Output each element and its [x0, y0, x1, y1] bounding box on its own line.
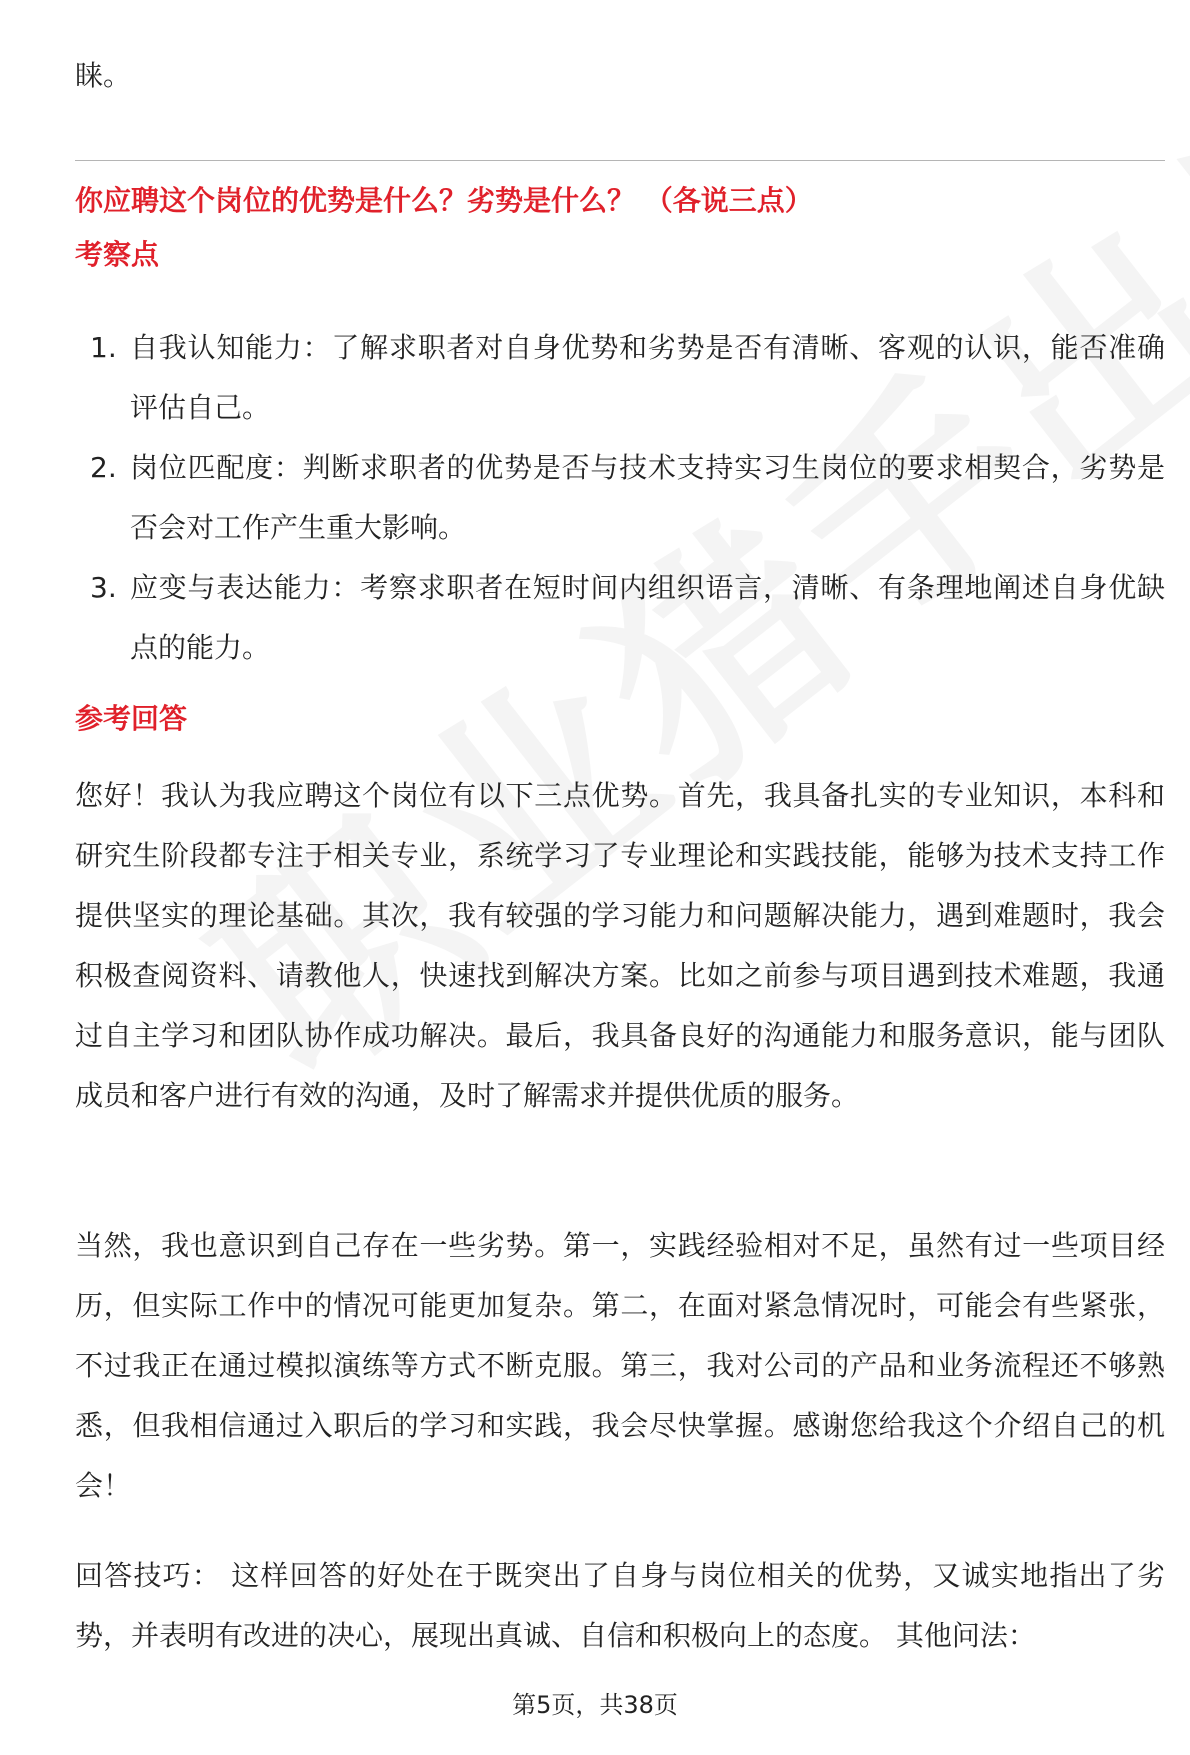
- list-item: [75, 438, 1165, 558]
- list-item-number: 1.: [90, 331, 117, 364]
- list-item: [75, 318, 1165, 438]
- list-item-number: 3.: [90, 571, 117, 604]
- list-item-text: 岗位匹配度：判断求职者的优势是否与技术支持实习生岗位的要求相契合，劣势是否会对工作产生重大影响。: [130, 451, 1165, 544]
- list-item-number: 2.: [90, 451, 117, 484]
- continuation-text: 睐。: [75, 59, 132, 92]
- list-item-text: 自我认知能力：了解求职者对自身优势和劣势是否有清晰、客观的认识，能否准确评估自己。: [130, 331, 1165, 424]
- question-heading: 你应聘这个岗位的优势是什么？劣势是什么？ （各说三点）: [75, 184, 813, 217]
- divider: [75, 160, 1165, 161]
- answer-tips-paragraph: 回答技巧： 这样回答的好处在于既突出了自身与岗位相关的优势，又诚实地指出了劣势，并表明有改进的决心，展现出真诚、自信和积极向上的态度。 其他问法：: [75, 1559, 1165, 1652]
- exam-points-label: 考察点: [75, 238, 160, 271]
- exam-points-list: [75, 318, 1165, 678]
- page-footer: 第5页，共38页: [512, 1691, 678, 1719]
- list-item-text: 应变与表达能力：考察求职者在短时间内组织语言，清晰、有条理地阐述自身优缺点的能力。: [130, 571, 1165, 664]
- list-item: [75, 558, 1165, 678]
- reference-answer-label: 参考回答: [75, 702, 188, 735]
- answer-paragraph: 当然，我也意识到自己存在一些劣势。第一，实践经验相对不足，虽然有过一些项目经历，但实际工作中的情况可能更加复杂。第二，在面对紧急情况时，可能会有些紧张，不过我正在通过模拟演练等方式不断克服。第三，我对公司的产品和业务流程还不够熟悉，但我相信通过入职后的学习和实践，我会尽快掌握。感谢您给我这个介绍自己的机会！: [75, 1229, 1165, 1502]
- answer-paragraph: 您好！我认为我应聘这个岗位有以下三点优势。首先，我具备扎实的专业知识，本科和研究生阶段都专注于相关专业，系统学习了专业理论和实践技能，能够为技术支持工作提供坚实的理论基础。其次，我有较强的学习能力和问题解决能力，遇到难题时，我会积极查阅资料、请教他人，快速找到解决方案。比如之前参与项目遇到技术难题，我通过自主学习和团队协作成功解决。最后，我具备良好的沟通能力和服务意识，能与团队成员和客户进行有效的沟通，及时了解需求并提供优质的服务。: [75, 779, 1165, 1112]
